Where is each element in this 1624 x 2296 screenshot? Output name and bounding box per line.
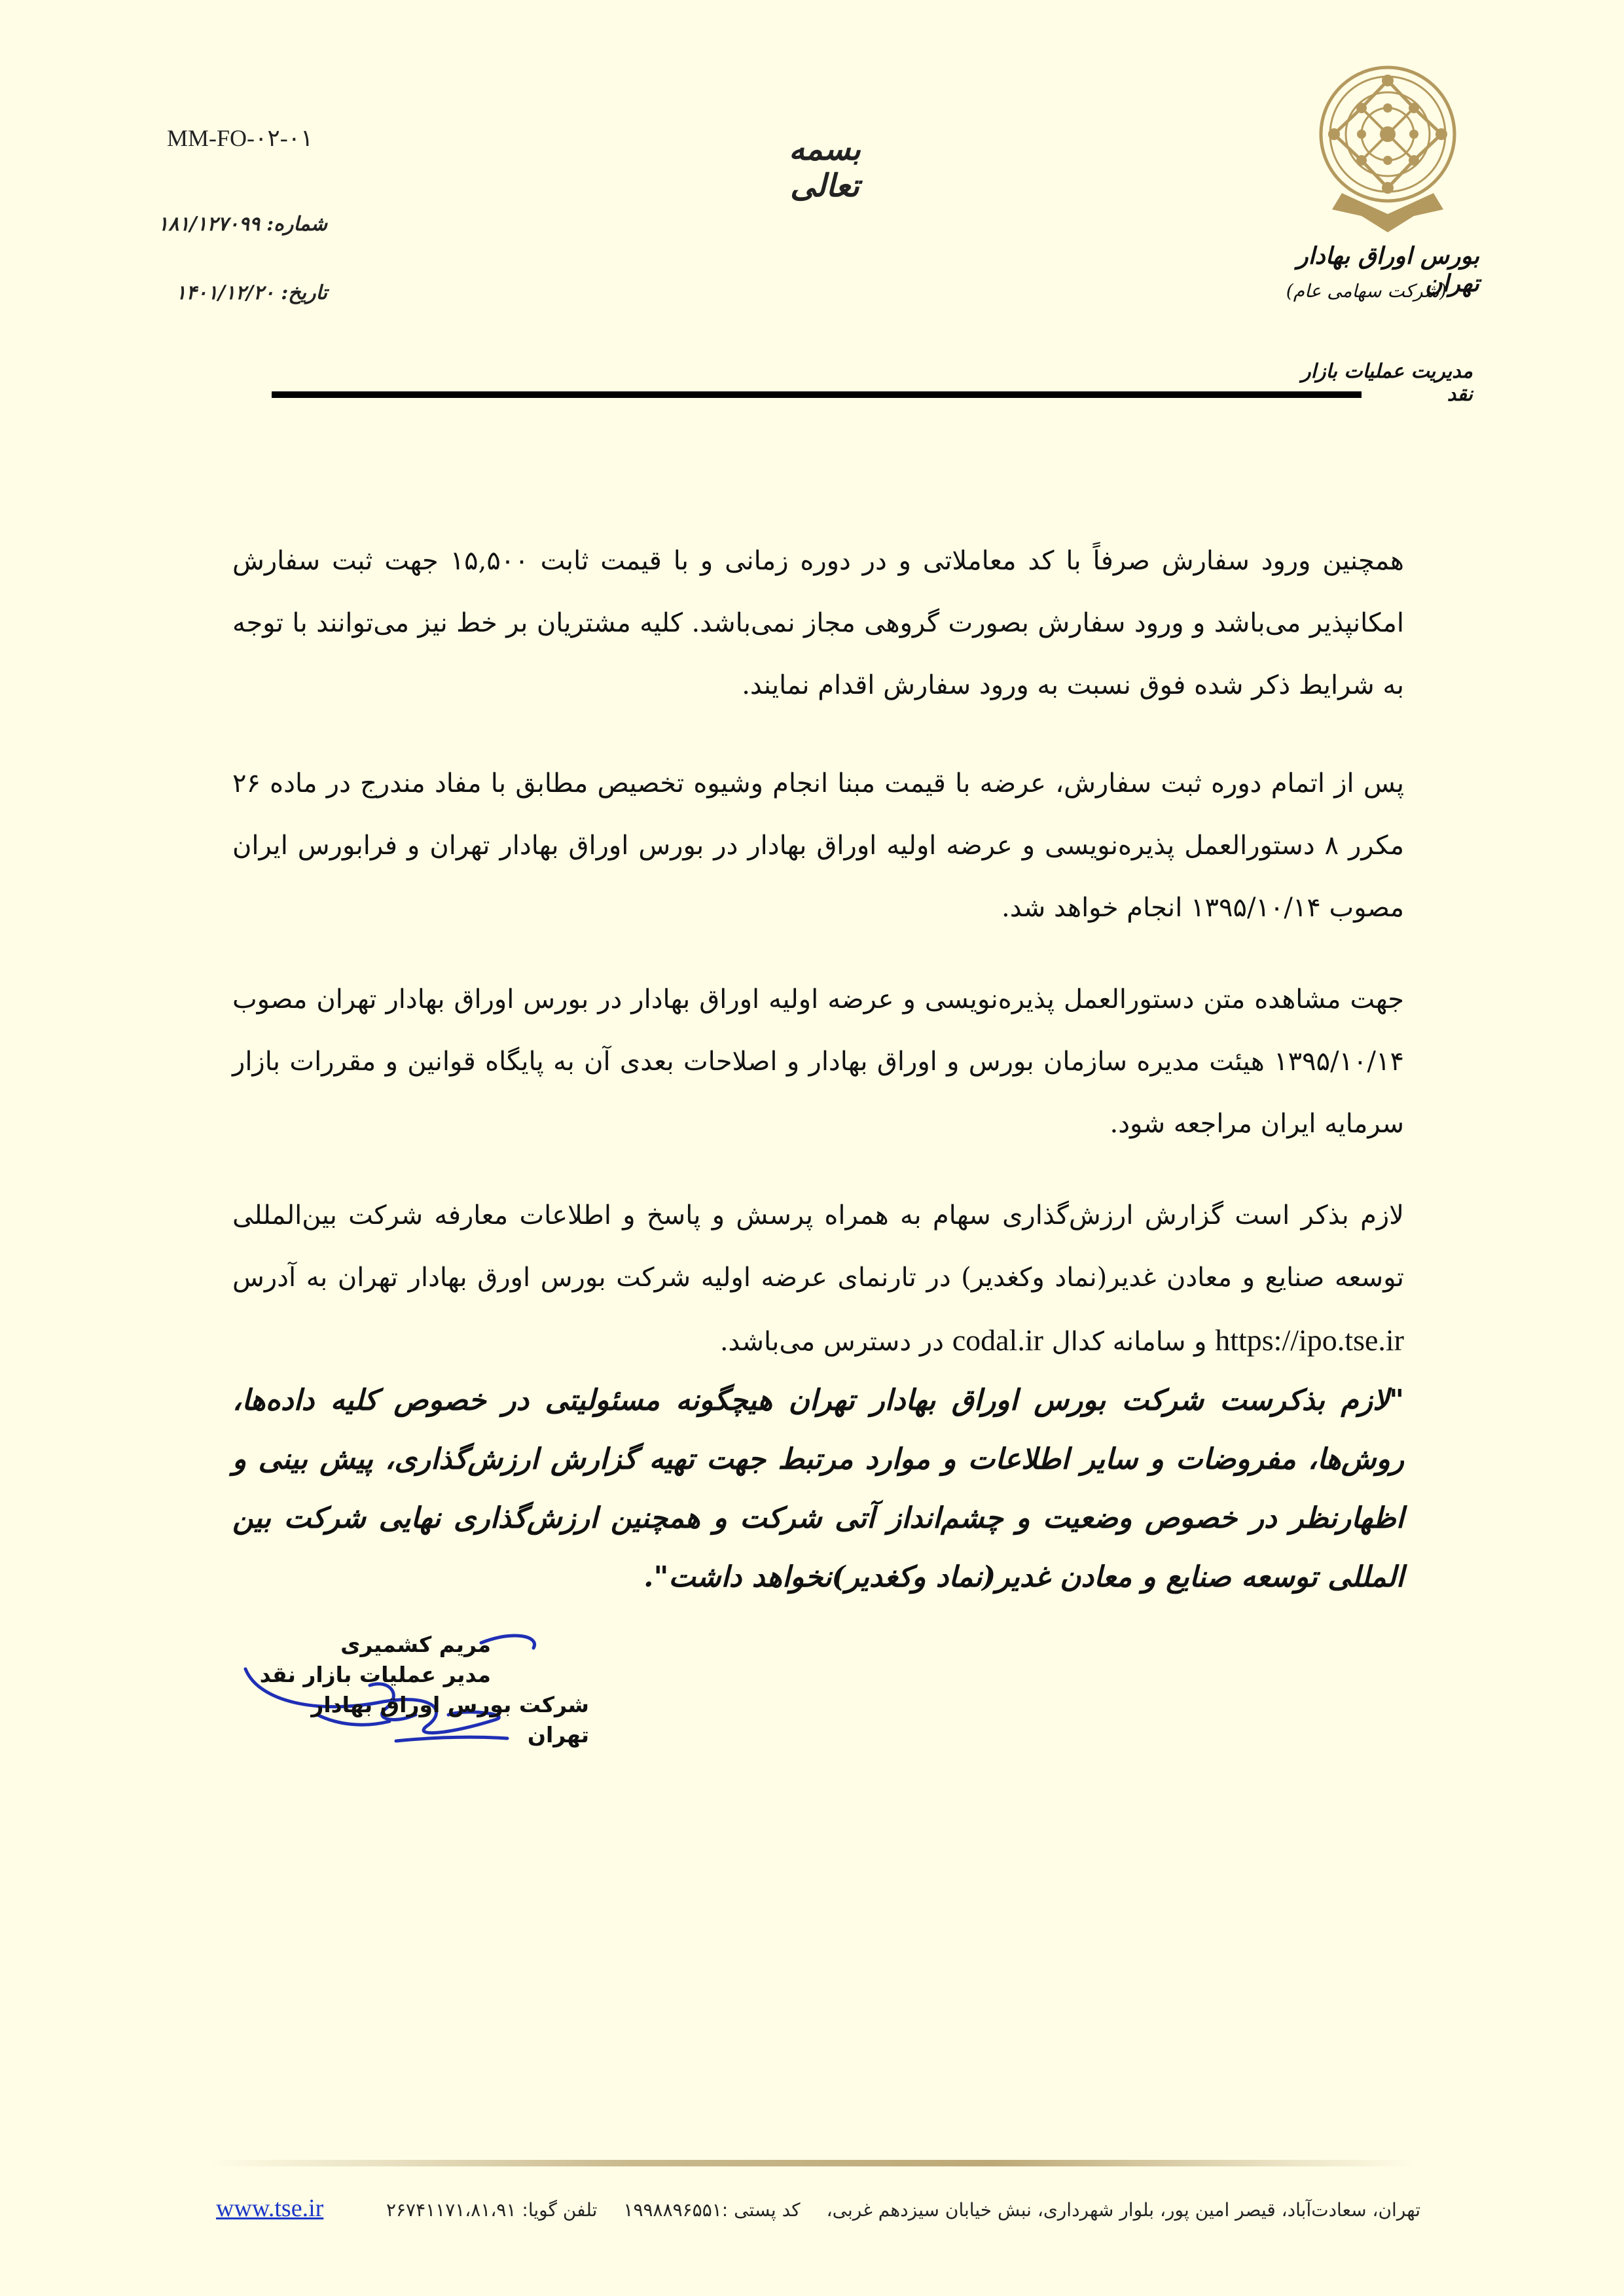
basmala: بسمه تعالی (789, 131, 861, 204)
letter-number-label: شماره: (266, 213, 327, 236)
signatory-role: مدیر عملیات بازار نقد (259, 1662, 491, 1687)
footer-address: تهران، سعادت‌آباد، قیصر امین پور، بلوار شهرداری، نبش خیابان سیزدهم غربی، (826, 2199, 1420, 2221)
paragraph-regulation (232, 969, 1404, 1155)
disclaimer: "لازم بذکرست شرکت بورس اوراق بهادار تهران هیچگونه مسئولیتی در خصوص کلیه داده‌ها، روش‌ها، مفروضات و سایر اطلاعات و موارد مرتبط جهت تهیه گزارش ارزش‌گذاری، پیش بینی و اظهارنظر در خصوص وضعیت و چشم‌انداز آتی شرکت و همچنین ارزش‌گذاری نهایی شرکت بین المللی توسعه صنایع و معادن غدیر(نماد وکغدیر)نخواهد داشت". (232, 1384, 1405, 1594)
document-code: MM-FO-۰۲-۰۱ (167, 125, 314, 151)
paragraph-valuation-report (232, 1185, 1404, 1373)
footer-postal-code: کد پستی :۱۹۹۸۸۹۶۵۵۱ (623, 2199, 801, 2221)
paragraph-3: جهت مشاهده متن دستورالعمل پذیره‌نویسی و عرضه اولیه اوراق بهادار در بورس اوراق بهادار تهران مصوب ۱۳۹۵/۱۰/۱۴ هیئت مدیره سازمان بورس و اوراق بهادار و اصلاحات بعدی آن به پایگاه قوانین و مقررات بازار سرمایه ایران مراجعه شود. (232, 984, 1404, 1139)
paragraph-1: همچنین ورود سفارش صرفاً با کد معاملاتی و در دوره زمانی و با قیمت ثابت ۱۵,۵۰۰ جهت ثبت سفارش امکانپذیر می‌باشد و ورود سفارش بصورت گروهی مجاز نمی‌باشد. کلیه مشتریان بر خط نیز می‌توانند با توجه به شرایط ذکر شده فوق نسبت به ورود سفارش اقدام نمایند. (232, 546, 1404, 700)
paragraph-4-mid: و سامانه کدال (1051, 1327, 1207, 1357)
footer-contact (367, 2199, 1420, 2221)
tse-logo-icon (1316, 62, 1460, 239)
department-name: مدیریت عملیات بازار نقد (1301, 360, 1473, 406)
ipo-url-link[interactable]: https://ipo.tse.ir (1215, 1323, 1404, 1357)
paragraph-2: پس از اتمام دوره ثبت سفارش، عرضه با قیمت مبنا انجام وشیوه تخصیص مطابق با مفاد مندرج در ماده ۲۶ مکرر ۸ دستورالعمل پذیره‌نویسی و عرضه اولیه اوراق بهادار در بورس اوراق بهادار تهران و فرابورس ایران مصوب ۱۳۹۵/۱۰/۱۴ انجام خواهد شد. (232, 768, 1404, 923)
paragraph-4 (232, 1185, 1404, 1373)
letter-date-value: ۱۴۰۱/۱۲/۲۰ (175, 281, 275, 304)
paragraph-allocation (232, 753, 1404, 939)
letter-date-label: تاریخ: (281, 281, 327, 304)
paragraph-order-entry (232, 530, 1404, 717)
paragraph-4-text: لازم بذکر است گزارش ارزش‌گذاری سهام به همراه پرسش و پاسخ و اطلاعات معارفه شرکت بین‌المللی توسعه صنایع و معادن غدیر(نماد وکغدیر) در تارنمای عرضه اولیه شرکت بورس اورق بهادار تهران به آدرس (232, 1200, 1404, 1293)
letter-number-value: ۱۸۱/۱۲۷۰۹۹ (158, 213, 261, 236)
codal-link[interactable]: codal.ir (952, 1323, 1043, 1357)
website-link[interactable]: www.tse.ir (216, 2195, 324, 2222)
letter-number (158, 213, 327, 236)
footer-phone: تلفن گویا: ۲۶۷۴۱۱۷۱،۸۱،۹۱ (386, 2199, 598, 2221)
letter-date (175, 281, 327, 304)
signature-block (249, 1630, 589, 1750)
organization-type: (شرکت سهامی عام) (1286, 280, 1447, 302)
signatory-company: شرکت بورس اوراق بهادار تهران (311, 1692, 589, 1748)
footer-divider (209, 2160, 1414, 2166)
signatory-name: مریم کشمیری (340, 1632, 491, 1657)
header-divider (272, 391, 1362, 398)
organization-name: بورس اوراق بهادار تهران (1297, 242, 1479, 297)
paragraph-4-end: در دسترس می‌باشد. (719, 1327, 944, 1357)
